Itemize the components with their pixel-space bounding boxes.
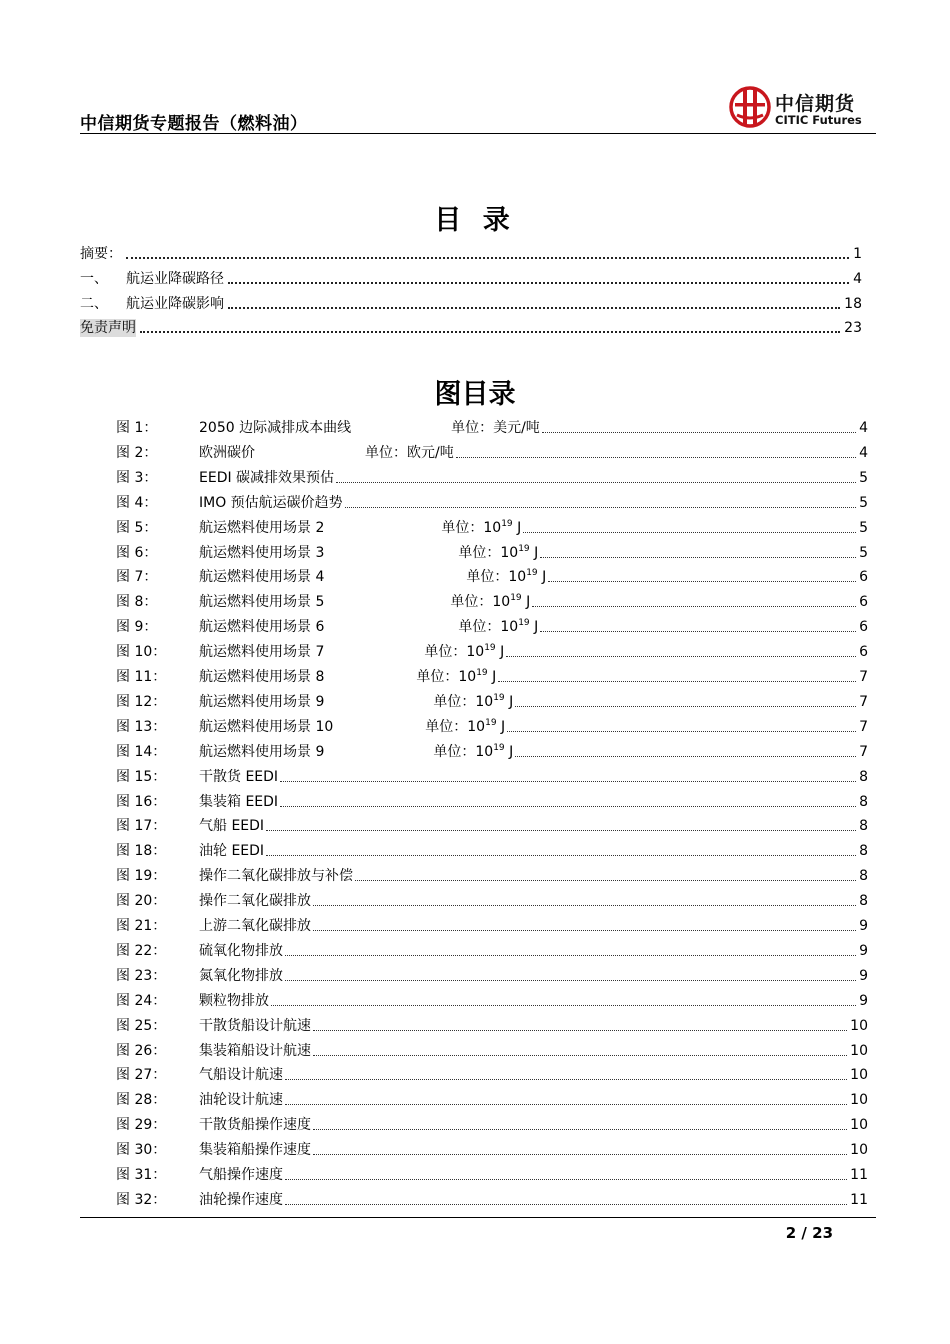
figure-page: 8 [859,768,868,785]
dot-leader [266,855,856,856]
figure-title: 上游二氧化碳排放 [199,918,311,934]
figure-page: 11 [850,1167,868,1183]
toc-entry-page: 4 [853,271,862,287]
toc-entry-number: 二、 [80,296,108,312]
figure-unit [458,618,538,636]
figure-entry[interactable] [116,1089,868,1109]
figure-number: 图 26： [116,1042,167,1059]
dot-leader [548,581,856,582]
dot-leader [313,905,856,906]
toc-entry-label: 航运业降碳路径 [126,271,224,287]
dot-leader [507,731,856,732]
figure-unit [425,718,505,736]
figure-number: 图 30： [116,1142,167,1159]
figure-page: 10 [850,1017,868,1034]
figure-unit-text: 单位：10 [458,544,519,561]
figure-entry[interactable] [116,1015,868,1035]
figure-title: 干散货 EEDI [199,768,279,785]
figure-title: 航运燃料使用场景 7 [199,644,325,661]
figure-unit-text: 单位：10 [433,743,494,760]
dot-leader [228,307,840,309]
figure-unit [466,568,546,586]
figure-page: 5 [859,544,868,561]
figure-entry[interactable] [116,990,868,1010]
figure-entry[interactable] [116,815,868,835]
figure-unit-exponent: 19 [501,518,513,529]
figure-unit [451,419,540,437]
dot-leader [313,1055,847,1056]
figure-number: 图 23： [116,967,167,984]
figure-entry[interactable] [116,517,868,537]
figure-number: 图 15： [116,768,167,785]
dot-leader [285,1104,847,1105]
figure-page: 5 [859,469,868,486]
toc-entry-label: 免责声明 [80,320,136,336]
figure-unit-suffix: J [504,693,514,710]
figure-page: 6 [859,594,868,611]
figure-number: 图 24： [116,992,167,1009]
figure-unit-text: 单位：10 [450,594,511,611]
figure-entry[interactable] [116,1164,868,1184]
figure-number: 图 5： [116,519,158,536]
dot-leader [228,282,849,284]
figure-entry[interactable] [116,865,868,885]
figure-title: 航运燃料使用场景 2 [199,519,325,536]
dot-leader [313,1030,847,1031]
figure-entry[interactable] [116,616,868,636]
figure-unit-exponent: 19 [518,543,530,554]
toc-entry[interactable] [80,243,862,263]
toc-entry-label: 航运业降碳影响 [126,296,224,312]
dot-leader [355,880,856,881]
figure-title: 气船设计航速 [199,1067,283,1084]
figure-title: 航运燃料使用场景 9 [199,693,325,710]
figure-entry[interactable] [116,666,868,686]
toc-heading: 目 录 [434,205,516,236]
figure-page: 7 [859,743,868,760]
figure-page: 10 [850,1117,868,1134]
logo-english-text: CITIC Futures [775,113,862,127]
figure-unit [433,743,513,761]
figure-title: 操作二氧化碳排放 [199,893,311,910]
dot-leader [285,955,856,956]
dot-leader [313,930,856,931]
figure-unit [424,643,504,661]
figure-title: 颗粒物排放 [199,992,269,1009]
footer-divider [80,1217,876,1218]
figure-title: 2050 边际减排成本曲线 [199,420,352,436]
figure-page: 8 [859,893,868,910]
figure-unit-text: 单位：10 [424,644,485,661]
figure-page: 5 [859,519,868,536]
figure-entry[interactable] [116,791,868,811]
figure-page: 9 [859,992,868,1009]
figure-number: 图 14： [116,743,167,760]
figure-unit-suffix: J [529,544,539,561]
figure-unit [441,519,521,537]
figure-title: 航运燃料使用场景 5 [199,594,325,611]
figure-number: 图 9： [116,619,158,636]
figure-number: 图 11： [116,669,167,685]
figure-unit-text: 单位：美元/吨 [451,420,540,436]
dot-leader [280,806,856,807]
toc-entry[interactable] [80,293,862,313]
figure-title: 集装箱船操作速度 [199,1142,311,1159]
figure-page: 8 [859,843,868,860]
dot-leader [532,606,856,607]
figure-title: 航运燃料使用场景 10 [199,718,334,735]
figure-page: 6 [859,619,868,636]
figure-unit-suffix: J [487,669,497,685]
figure-number: 图 32： [116,1191,167,1208]
figure-page: 11 [850,1191,868,1208]
figure-unit-text: 单位：欧元/吨 [365,444,454,461]
figure-unit [458,544,538,562]
figure-page: 8 [859,818,868,835]
figure-unit-exponent: 19 [493,742,505,753]
figure-entry[interactable] [116,442,868,462]
toc-entry-page: 18 [844,296,862,312]
figure-title: 干散货船设计航速 [199,1017,311,1034]
figure-page: 9 [859,942,868,959]
figure-entry[interactable] [116,1040,868,1060]
figure-entry[interactable] [116,890,868,910]
dot-leader [313,1129,847,1130]
figure-title: 航运燃料使用场景 8 [199,669,325,685]
figure-page: 9 [859,918,868,934]
figure-unit-text: 单位：10 [433,693,494,710]
figure-entry[interactable] [116,1139,868,1159]
figure-title: 油轮设计航速 [199,1092,283,1109]
figure-number: 图 3： [116,469,158,486]
figure-title: 气船 EEDI [199,818,265,835]
figure-unit [416,668,496,686]
figure-entry[interactable] [116,1064,868,1084]
figure-page: 6 [859,569,868,586]
figure-number: 图 1： [116,420,158,436]
figure-title: 操作二氧化碳排放与补偿 [199,868,353,885]
figure-page: 10 [850,1092,868,1109]
figure-number: 图 17： [116,818,167,835]
figure-entry[interactable] [116,641,868,661]
figure-unit [450,593,530,611]
figure-title: 集装箱船设计航速 [199,1042,311,1059]
figure-entry[interactable] [116,417,868,437]
figure-number: 图 8： [116,594,158,611]
figure-unit-exponent: 19 [476,668,488,678]
figure-entry[interactable] [116,542,868,562]
figure-unit-text: 单位：10 [458,619,519,636]
dot-leader [285,980,856,981]
figure-title: 氮氧化物排放 [199,967,283,984]
dot-leader [498,681,856,682]
figure-unit [365,444,454,462]
figure-title: 干散货船操作速度 [199,1117,311,1134]
figure-number: 图 22： [116,942,167,959]
figure-unit-text: 单位：10 [416,669,477,685]
figure-page: 5 [859,494,868,511]
dot-leader [542,432,856,433]
dot-leader [285,1204,847,1205]
figure-page: 9 [859,967,868,984]
figure-unit-suffix: J [496,718,506,735]
figure-entry[interactable] [116,940,868,960]
figure-number: 图 2： [116,444,158,461]
logo-chinese-text: 中信期货 [775,93,856,115]
figure-entry[interactable] [116,840,868,860]
dot-leader [271,1005,856,1006]
figure-page: 8 [859,793,868,810]
dot-leader [336,482,856,483]
figure-unit-suffix: J [521,594,531,611]
figure-number: 图 27： [116,1067,167,1084]
figure-page: 6 [859,644,868,661]
figure-unit-exponent: 19 [510,593,522,604]
figure-number: 图 20： [116,893,167,910]
figure-unit-suffix: J [537,569,547,586]
figure-page: 10 [850,1142,868,1159]
figure-title: 油轮 EEDI [199,843,265,860]
figure-entry[interactable] [116,716,868,736]
toc-entry[interactable] [80,268,862,288]
figure-unit-exponent: 19 [493,692,505,703]
figure-entry[interactable] [116,1189,868,1209]
figure-title: 集装箱 EEDI [199,793,279,810]
figure-entry[interactable] [116,766,868,786]
figure-unit-exponent: 19 [518,618,530,629]
figure-title: 航运燃料使用场景 9 [199,743,325,760]
dot-leader [313,1154,847,1155]
dot-leader [506,656,856,657]
page-number: 2 / 23 [785,1224,833,1242]
dot-leader [456,457,856,458]
dot-leader [345,507,856,508]
figure-unit-exponent: 19 [526,568,538,579]
figure-number: 图 7： [116,569,158,586]
figure-title: 航运燃料使用场景 3 [199,544,325,561]
figure-entry[interactable] [116,1114,868,1134]
figure-page: 10 [850,1042,868,1059]
figure-title: EEDI 碳减排效果预估 [199,469,335,486]
figure-unit-suffix: J [495,644,505,661]
figure-page: 7 [859,693,868,710]
figure-entry[interactable] [116,965,868,985]
figure-title: 航运燃料使用场景 4 [199,569,325,586]
figure-entry[interactable] [116,566,868,586]
figure-number: 图 12： [116,693,167,710]
toc-entry-label: 摘要： [80,246,122,262]
figure-number: 图 29： [116,1117,167,1134]
figure-entry[interactable] [116,691,868,711]
figure-number: 图 10： [116,644,167,661]
figure-entry[interactable] [116,741,868,761]
figure-page: 8 [859,868,868,885]
figure-number: 图 6： [116,544,158,561]
figure-entry[interactable] [116,591,868,611]
figure-unit-suffix: J [529,619,539,636]
citic-futures-logo [729,86,862,130]
figure-unit-text: 单位：10 [466,569,527,586]
toc-entry-page: 23 [844,320,862,336]
figure-unit-exponent: 19 [485,717,497,728]
figure-entry[interactable] [116,467,868,487]
dot-leader [523,532,856,533]
figure-number: 图 18： [116,843,167,860]
citic-logo-icon [729,86,771,128]
figure-unit [433,693,513,711]
figure-title: 航运燃料使用场景 6 [199,619,325,636]
figure-number: 图 21： [116,918,167,934]
dot-leader [140,331,840,333]
figure-unit-suffix: J [512,519,522,536]
figure-list-heading: 图目录 [434,379,516,410]
dot-leader [285,1179,847,1180]
toc-entry-page: 1 [853,246,862,262]
figure-unit-text: 单位：10 [425,718,486,735]
toc-entry-number: 一、 [80,271,108,287]
figure-title: IMO 预估航运碳价趋势 [199,494,343,511]
dot-leader [540,557,856,558]
report-title: 中信期货专题报告（燃料油） [80,114,308,134]
figure-page: 4 [859,420,868,436]
figure-page: 7 [859,669,868,685]
figure-number: 图 28： [116,1092,167,1109]
figure-number: 图 16： [116,793,167,810]
dot-leader [126,257,849,259]
figure-page: 10 [850,1067,868,1084]
dot-leader [515,706,856,707]
dot-leader [540,631,856,632]
dot-leader [280,781,856,782]
figure-entry[interactable] [116,492,868,512]
figure-number: 图 13： [116,718,167,735]
figure-unit-text: 单位：10 [441,519,502,536]
figure-number: 图 25： [116,1017,167,1034]
dot-leader [266,830,856,831]
dot-leader [515,756,856,757]
toc-entry[interactable] [80,317,862,337]
figure-page: 7 [859,718,868,735]
figure-number: 图 31： [116,1167,167,1183]
figure-title: 气船操作速度 [199,1167,283,1183]
figure-number: 图 19： [116,868,167,885]
figure-title: 油轮操作速度 [199,1191,283,1208]
header-divider [80,133,876,134]
figure-title: 欧洲碳价 [199,444,255,461]
figure-unit-suffix: J [504,743,514,760]
figure-page: 4 [859,444,868,461]
dot-leader [285,1079,847,1080]
figure-unit-exponent: 19 [484,643,496,654]
figure-title: 硫氧化物排放 [199,942,283,959]
figure-number: 图 4： [116,494,158,511]
figure-entry[interactable] [116,915,868,935]
